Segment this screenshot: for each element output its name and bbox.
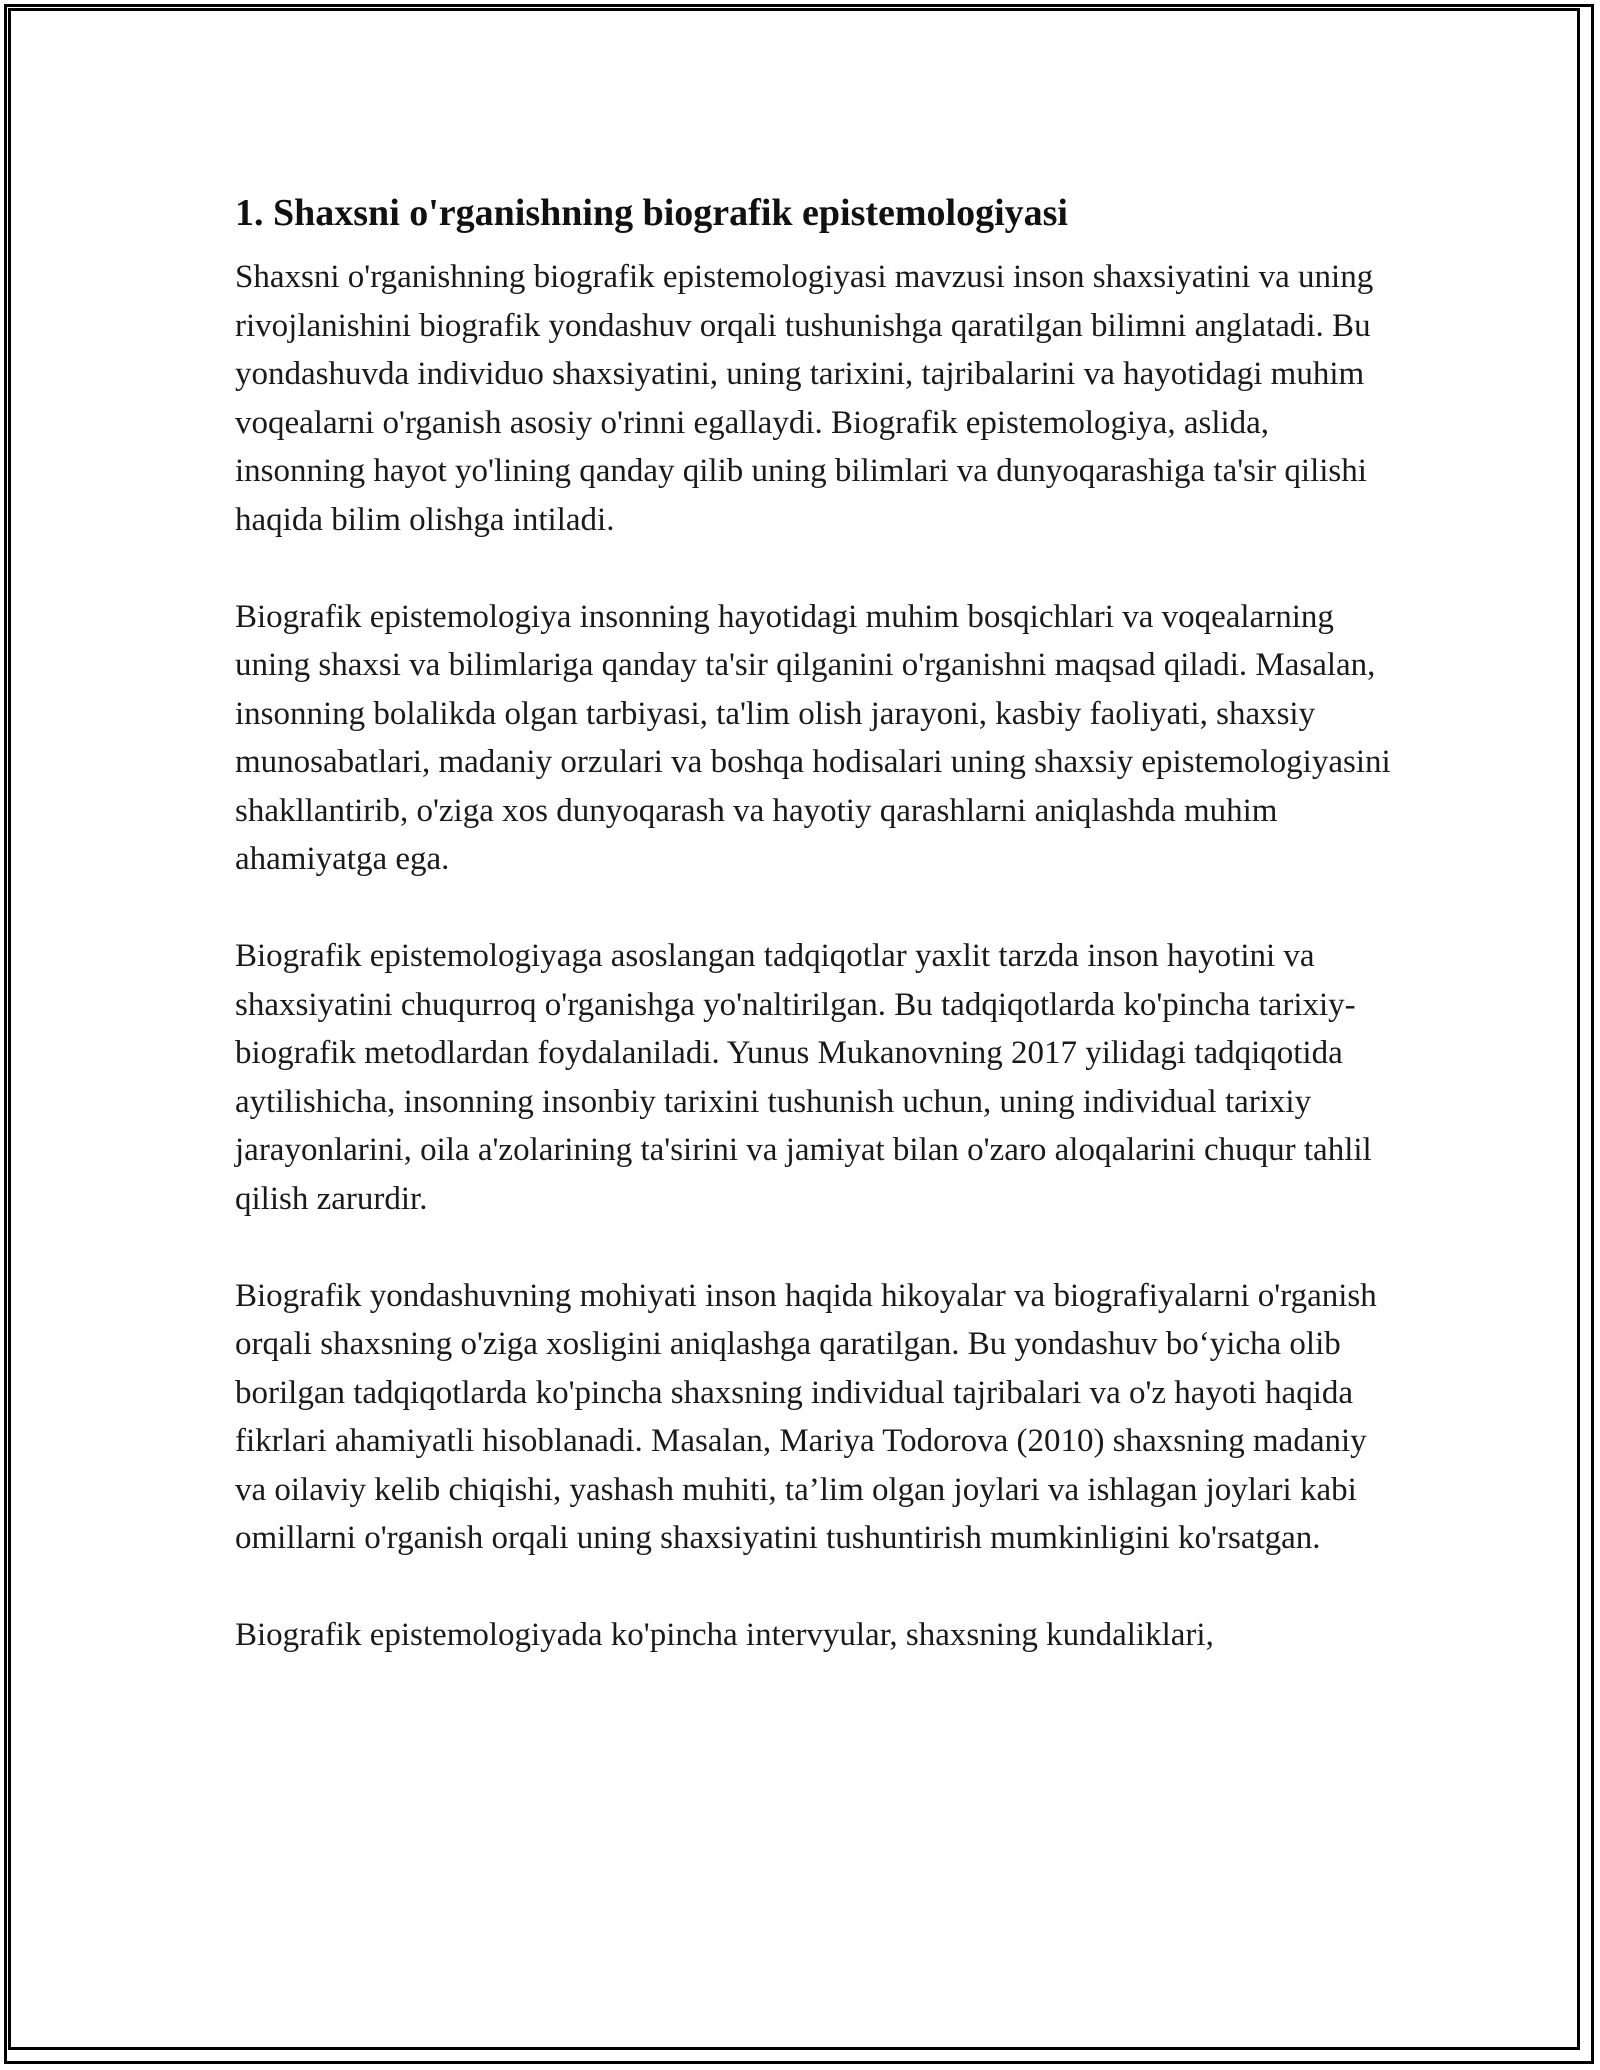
section-heading: 1. Shaxsni o'rganishning biografik epistemologiyasi xyxy=(235,192,1068,234)
paragraph-1: Shaxsni o'rganishning biografik epistemologiyasi mavzusi inson shaxsiyatini va uning rivojlanishini biografik yondashuv orqali tushunishga qaratilgan bilimni anglatadi. Bu yondashuvda individuo shaxsiyatini, uning tarixini, tajribalarini va hayotidagi muhim voqealarni o'rganish asosiy o'rinni egallaydi. Biografik epistemologiya, aslida, insonning hayot yo'lining qanday qilib uning bilimlari va dunyoqarashiga ta'sir qilishi haqida bilim olishga intiladi. xyxy=(235,259,1374,538)
paragraph-2: Biografik epistemologiya insonning hayotidagi muhim bosqichlari va voqealarning uning shaxsi va bilimlariga qanday ta'sir qilganini o'rganishni maqsad qiladi. Masalan, insonning bolalikda olgan tarbiyasi, ta'lim olish jarayoni, kasbiy faoliyati, shaxsiy munosabatlari, madaniy orzulari va boshqa hodisalari uning shaxsiy epistemologiyasini shakllantirib, o'ziga xos dunyoqarash va hayotiy qarashlarni aniqlashda muhim ahamiyatga ega. xyxy=(235,598,1391,877)
document-body xyxy=(235,185,1395,1708)
paragraph-5: Biografik epistemologiyada ko'pincha intervyular, shaxsning kundaliklari, xyxy=(235,1617,1214,1653)
paragraph-3: Biografik epistemologiyaga asoslangan tadqiqotlar yaxlit tarzda inson hayotini va shaxsiyatini chuqurroq o'rganishga yo'naltirilgan. Bu tadqiqotlarda ko'pincha tarixiy-biografik metodlardan foydalaniladi. Yunus Mukanovning 2017 yilidagi tadqiqotida aytilishicha, insonning insonbiy tarixini tushunish uchun, uning individual tarixiy jarayonlarini, oila a'zolarining ta'sirini va jamiyat bilan o'zaro aloqalarini chuqur tahlil qilish zarurdir. xyxy=(235,938,1372,1217)
paragraph-4: Biografik yondashuvning mohiyati inson haqida hikoyalar va biografiyalarni o'rganish orqali shaxsning o'ziga xosligini aniqlashga qaratilgan. Bu yondashuv bo‘yicha olib borilgan tadqiqotlarda ko'pincha shaxsning individual tajribalari va o'z hayoti haqida fikrlari ahamiyatli hisoblanadi. Masalan, Mariya Todorova (2010) shaxsning madaniy va oilaviy kelib chiqishi, yashash muhiti, ta’lim olgan joylari va ishlagan joylari kabi omillarni o'rganish orqali uning shaxsiyatini tushuntirish mumkinligini ko'rsatgan. xyxy=(235,1277,1377,1556)
